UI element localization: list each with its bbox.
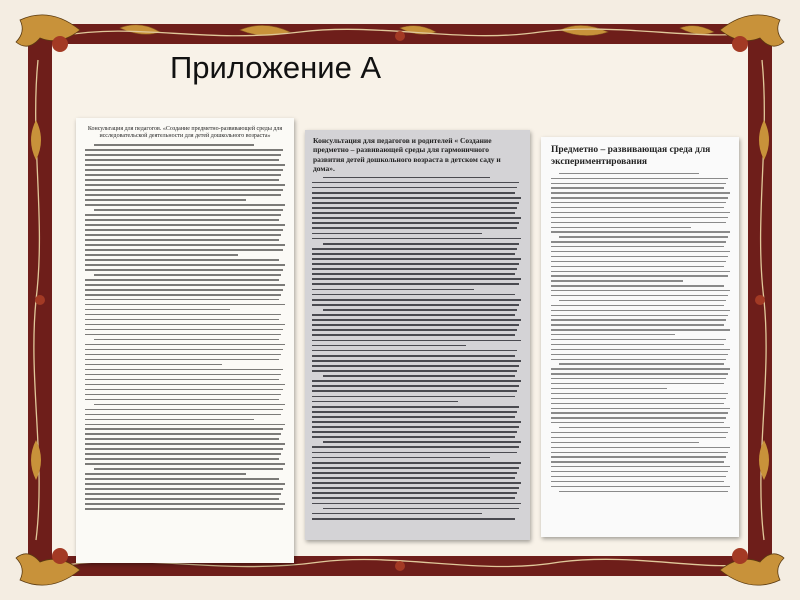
- text-line: [312, 401, 458, 403]
- text-line: [559, 427, 730, 428]
- text-line: [551, 202, 726, 203]
- text-line: [312, 416, 515, 418]
- text-line: [85, 349, 283, 351]
- text-line: [85, 204, 285, 206]
- text-line: [551, 452, 728, 453]
- text-line: [312, 334, 515, 336]
- text-line: [312, 426, 519, 428]
- text-line: [94, 144, 254, 146]
- text-line: [551, 373, 728, 374]
- text-line: [551, 442, 699, 443]
- document-1-heading: Консультация для педагогов. «Создание предметно-развивающей среды для исследовательской деятельности для детей дошкольного возраста»: [87, 126, 283, 140]
- text-line: [551, 192, 730, 193]
- text-line: [551, 383, 724, 384]
- text-line: [551, 329, 730, 330]
- text-line: [551, 266, 724, 267]
- text-line: [551, 212, 730, 213]
- text-line: [312, 477, 515, 479]
- text-line: [551, 422, 724, 423]
- text-line: [551, 471, 728, 472]
- text-line: [551, 251, 730, 252]
- text-line: [551, 398, 726, 399]
- text-line: [85, 219, 279, 221]
- text-line: [312, 446, 519, 448]
- text-line: [312, 207, 517, 209]
- text-line: [85, 488, 283, 490]
- text-line: [94, 404, 285, 406]
- text-line: [312, 492, 517, 494]
- text-line: [312, 350, 517, 352]
- text-line: [85, 224, 285, 226]
- text-line: [85, 294, 281, 296]
- text-line: [323, 243, 519, 245]
- text-line: [312, 355, 515, 357]
- text-line: [312, 518, 515, 520]
- text-line: [85, 304, 285, 306]
- text-line: [85, 399, 279, 401]
- text-line: [551, 310, 730, 311]
- text-line: [551, 197, 728, 198]
- text-line: [559, 236, 728, 237]
- text-line: [312, 278, 521, 280]
- text-line: [85, 309, 230, 311]
- text-line: [312, 304, 519, 306]
- text-line: [85, 438, 279, 440]
- text-line: [551, 486, 730, 487]
- text-line: [551, 256, 728, 257]
- text-line: [85, 269, 283, 271]
- text-line: [85, 508, 283, 510]
- text-line: [551, 417, 726, 418]
- text-line: [85, 174, 281, 176]
- text-line: [551, 183, 726, 184]
- text-line: [312, 227, 517, 229]
- text-line: [85, 359, 279, 361]
- document-1-body: [76, 144, 294, 509]
- text-line: [312, 360, 521, 362]
- text-line: [94, 209, 283, 211]
- text-line: [323, 375, 515, 377]
- text-line: [312, 253, 515, 255]
- text-line: [312, 202, 519, 204]
- text-line: [312, 365, 519, 367]
- text-line: [312, 421, 521, 423]
- text-line: [85, 319, 279, 321]
- text-line: [312, 182, 519, 184]
- text-line: [85, 214, 281, 216]
- text-line: [85, 169, 283, 171]
- text-line: [312, 487, 519, 489]
- text-line: [85, 279, 279, 281]
- text-line: [85, 354, 281, 356]
- text-line: [551, 349, 730, 350]
- text-line: [85, 389, 283, 391]
- text-line: [85, 334, 281, 336]
- text-line: [85, 179, 279, 181]
- text-line: [312, 329, 517, 331]
- text-line: [312, 268, 517, 270]
- text-line: [312, 396, 515, 398]
- text-line: [551, 466, 730, 467]
- text-line: [312, 503, 521, 505]
- text-line: [312, 273, 515, 275]
- text-line: [312, 187, 517, 189]
- text-line: [312, 370, 517, 372]
- text-line: [323, 309, 517, 311]
- text-line: [312, 197, 521, 199]
- text-line: [312, 390, 517, 392]
- text-line: [85, 369, 283, 371]
- document-image-3: [541, 137, 739, 537]
- text-line: [85, 324, 285, 326]
- text-line: [85, 149, 283, 151]
- text-line: [312, 319, 521, 321]
- text-line: [312, 238, 521, 240]
- text-line: [85, 379, 279, 381]
- text-line: [85, 384, 285, 386]
- text-line: [551, 207, 724, 208]
- text-line: [551, 412, 728, 413]
- text-line: [85, 463, 285, 465]
- text-line: [85, 424, 285, 426]
- text-line: [85, 448, 283, 450]
- text-line: [312, 212, 515, 214]
- text-line: [312, 289, 474, 291]
- text-line: [312, 222, 519, 224]
- text-line: [551, 378, 726, 379]
- text-line: [85, 314, 281, 316]
- text-line: [85, 289, 283, 291]
- text-line: [85, 478, 279, 480]
- text-line: [551, 275, 728, 276]
- text-line: [312, 380, 521, 382]
- text-line: [551, 339, 726, 340]
- text-line: [312, 482, 521, 484]
- text-line: [312, 248, 517, 250]
- text-line: [551, 280, 683, 281]
- text-line: [312, 406, 519, 408]
- text-line: [551, 368, 730, 369]
- text-line: [312, 467, 519, 469]
- text-line: [551, 461, 724, 462]
- text-line: [551, 408, 730, 409]
- text-line: [85, 394, 281, 396]
- text-line: [551, 246, 724, 247]
- text-line: [85, 374, 281, 376]
- text-line: [85, 443, 285, 445]
- text-line: [85, 249, 283, 251]
- text-line: [312, 385, 519, 387]
- text-line: [85, 503, 285, 505]
- text-line: [85, 239, 279, 241]
- text-line: [312, 217, 521, 219]
- text-line: [559, 300, 726, 301]
- text-line: [312, 452, 517, 454]
- text-line: [551, 178, 728, 179]
- text-line: [551, 187, 724, 188]
- document-image-1: [76, 118, 294, 563]
- text-line: [551, 222, 726, 223]
- document-2-heading: Консультация для педагогов и родителей « Создание предметно – развивающей среды для гармоничного развития детей дошкольного возраста в детском саду и дома».: [313, 136, 501, 174]
- text-line: [85, 498, 279, 500]
- text-line: [85, 229, 283, 231]
- text-line: [85, 199, 246, 201]
- text-line: [312, 340, 521, 342]
- text-line: [551, 315, 728, 316]
- text-line: [551, 241, 726, 242]
- text-line: [551, 359, 726, 360]
- text-line: [312, 299, 521, 301]
- text-line: [551, 456, 726, 457]
- text-line: [312, 294, 515, 296]
- text-line: [312, 513, 482, 515]
- text-line: [85, 164, 285, 166]
- document-image-2: [305, 130, 530, 540]
- text-line: [551, 481, 724, 482]
- text-line: [85, 428, 283, 430]
- text-line: [85, 419, 254, 421]
- document-3-heading: Предметно – развивающая среда для экспериментирования: [551, 145, 711, 167]
- text-line: [312, 411, 517, 413]
- text-line: [551, 290, 730, 291]
- text-line: [312, 472, 517, 474]
- text-line: [94, 274, 281, 276]
- text-line: [85, 458, 279, 460]
- text-line: [312, 436, 515, 438]
- text-line: [551, 319, 726, 320]
- text-line: [312, 233, 482, 235]
- text-line: [551, 285, 724, 286]
- document-2-body: [305, 177, 530, 520]
- text-line: [551, 261, 726, 262]
- text-line: [312, 258, 521, 260]
- text-line: [551, 437, 726, 438]
- text-line: [312, 431, 517, 433]
- text-line: [551, 305, 724, 306]
- text-line: [551, 217, 728, 218]
- text-line: [323, 441, 521, 443]
- text-line: [312, 283, 519, 285]
- text-line: [85, 154, 281, 156]
- text-line: [94, 468, 283, 470]
- text-line: [551, 227, 691, 228]
- text-line: [323, 177, 490, 179]
- text-line: [85, 259, 279, 261]
- text-line: [94, 339, 279, 341]
- text-line: [551, 231, 730, 232]
- text-line: [551, 388, 667, 389]
- text-line: [551, 324, 724, 325]
- text-line: [551, 354, 728, 355]
- text-line: [85, 189, 283, 191]
- text-line: [312, 324, 519, 326]
- text-line: [312, 462, 521, 464]
- text-line: [85, 184, 285, 186]
- text-line: [323, 508, 519, 510]
- text-line: [312, 314, 515, 316]
- text-line: [85, 244, 285, 246]
- text-line: [312, 345, 466, 347]
- text-line: [85, 254, 238, 256]
- text-line: [551, 334, 675, 335]
- text-line: [85, 414, 281, 416]
- text-line: [551, 271, 730, 272]
- text-line: [551, 295, 728, 296]
- text-line: [551, 393, 728, 394]
- text-line: [85, 234, 281, 236]
- text-line: [85, 433, 281, 435]
- text-line: [85, 159, 279, 161]
- text-line: [312, 263, 519, 265]
- text-line: [85, 473, 246, 475]
- text-line: [551, 432, 728, 433]
- text-line: [85, 329, 283, 331]
- text-line: [85, 364, 222, 366]
- slide-title: Приложение А: [170, 50, 382, 85]
- text-line: [85, 409, 283, 411]
- text-line: [85, 344, 285, 346]
- text-line: [85, 284, 285, 286]
- text-line: [85, 194, 281, 196]
- text-line: [85, 453, 281, 455]
- document-3-body: [541, 173, 739, 492]
- text-line: [551, 344, 724, 345]
- text-line: [551, 447, 730, 448]
- text-line: [312, 192, 515, 194]
- text-line: [559, 491, 728, 492]
- text-line: [559, 173, 699, 174]
- text-line: [551, 476, 726, 477]
- text-line: [85, 483, 285, 485]
- text-line: [312, 457, 490, 459]
- text-line: [559, 363, 724, 364]
- text-line: [312, 497, 515, 499]
- text-line: [85, 299, 279, 301]
- text-line: [85, 493, 281, 495]
- text-line: [85, 264, 285, 266]
- text-line: [551, 403, 724, 404]
